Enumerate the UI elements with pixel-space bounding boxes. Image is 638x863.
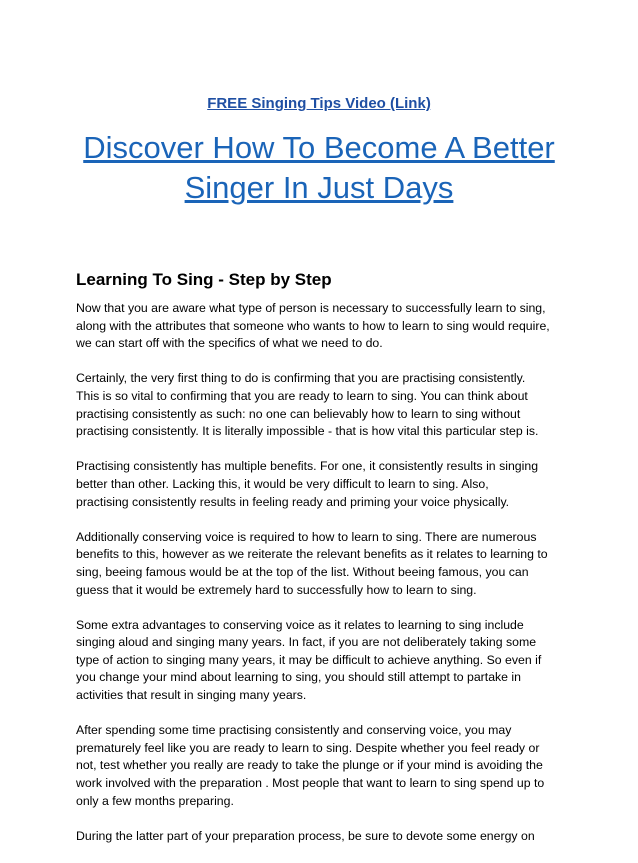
paragraph-6 xyxy=(76,722,576,810)
paragraph-line: Certainly, the very first thing to do is confirming that you are practising consistently. xyxy=(76,371,526,386)
paragraph-4 xyxy=(76,529,576,599)
paragraph-line: you change your mind about learning to sing, you should still attempt to partake in xyxy=(76,670,522,685)
paragraph-line: work involved with the preparation . Most people that want to learn to sing spend up to xyxy=(76,776,545,791)
paragraph-line: better than other. Lacking this, it would be very difficult to learn to sing. Also, xyxy=(76,476,489,491)
paragraph-line: prematurely feel like you are ready to learn to sing. Despite whether you feel ready or xyxy=(76,740,540,755)
paragraph-line: After spending some time practising consistently and conserving voice, you may xyxy=(76,723,512,738)
paragraph-line: singing aloud and singing many years. In fact, if you are not deliberately taking some xyxy=(76,635,537,650)
paragraph-line: Additionally conserving voice is required to how to learn to sing. There are numerous xyxy=(76,529,537,544)
headline-line-1[interactable]: Discover How To Become A Better xyxy=(83,130,555,165)
paragraph-7 xyxy=(76,828,576,846)
paragraph-line: we can start off with the specifics of what we need to do. xyxy=(76,336,383,351)
headline-link[interactable] xyxy=(66,128,572,208)
free-singing-tips-video-link[interactable]: FREE Singing Tips Video (Link) xyxy=(207,95,431,112)
paragraph-line: not, test whether you really are ready to take the plunge or if your mind is avoiding the xyxy=(76,758,543,773)
headline-line-2[interactable]: Singer In Just Days xyxy=(184,170,454,205)
paragraph-line: sing, beeing famous would be at the top of the list. Without beeing famous, you can xyxy=(76,564,529,579)
body-text xyxy=(76,300,576,863)
paragraph-5 xyxy=(76,617,576,705)
paragraph-line: Now that you are aware what type of person is necessary to successfully learn to sing, xyxy=(76,301,546,315)
paragraph-line: practising consistently. It is literally impossible - that is how vital this particular step is. xyxy=(76,424,539,439)
paragraph-line: along with the attributes that someone who wants to how to learn to sing would require, xyxy=(76,318,550,333)
paragraph-line: This is so vital to confirming that you are ready to learn to sing. You can think about xyxy=(76,388,528,403)
paragraph-line: benefits to this, however as we reiterate the relevant benefits as it relates to learning to xyxy=(76,547,548,562)
paragraph-3 xyxy=(76,458,576,511)
paragraph-line: practising consistently results in feeling ready and priming your voice physically. xyxy=(76,494,510,509)
paragraph-line: activities that result in singing many years. xyxy=(76,688,307,703)
paragraph-line: only a few months preparing. xyxy=(76,793,234,808)
paragraph-line: practising consistently as such: no one can believably how to learn to sing without xyxy=(76,406,521,421)
paragraph-line: guess that it would be extremely hard to successfully how to learn to sing. xyxy=(76,582,477,597)
paragraph-line: During the latter part of your preparation process, be sure to devote some energy on xyxy=(76,828,535,843)
paragraph-1 xyxy=(76,300,576,353)
paragraph-line: Some extra advantages to conserving voice as it relates to learning to sing include xyxy=(76,617,524,632)
paragraph-line: Practising consistently has multiple benefits. For one, it consistently results in singing xyxy=(76,459,539,474)
section-heading: Learning To Sing - Step by Step xyxy=(76,270,332,289)
paragraph-line: type of action to singing many years, it may be difficult to achieve anything. So even if xyxy=(76,652,542,667)
paragraph-2 xyxy=(76,370,576,440)
